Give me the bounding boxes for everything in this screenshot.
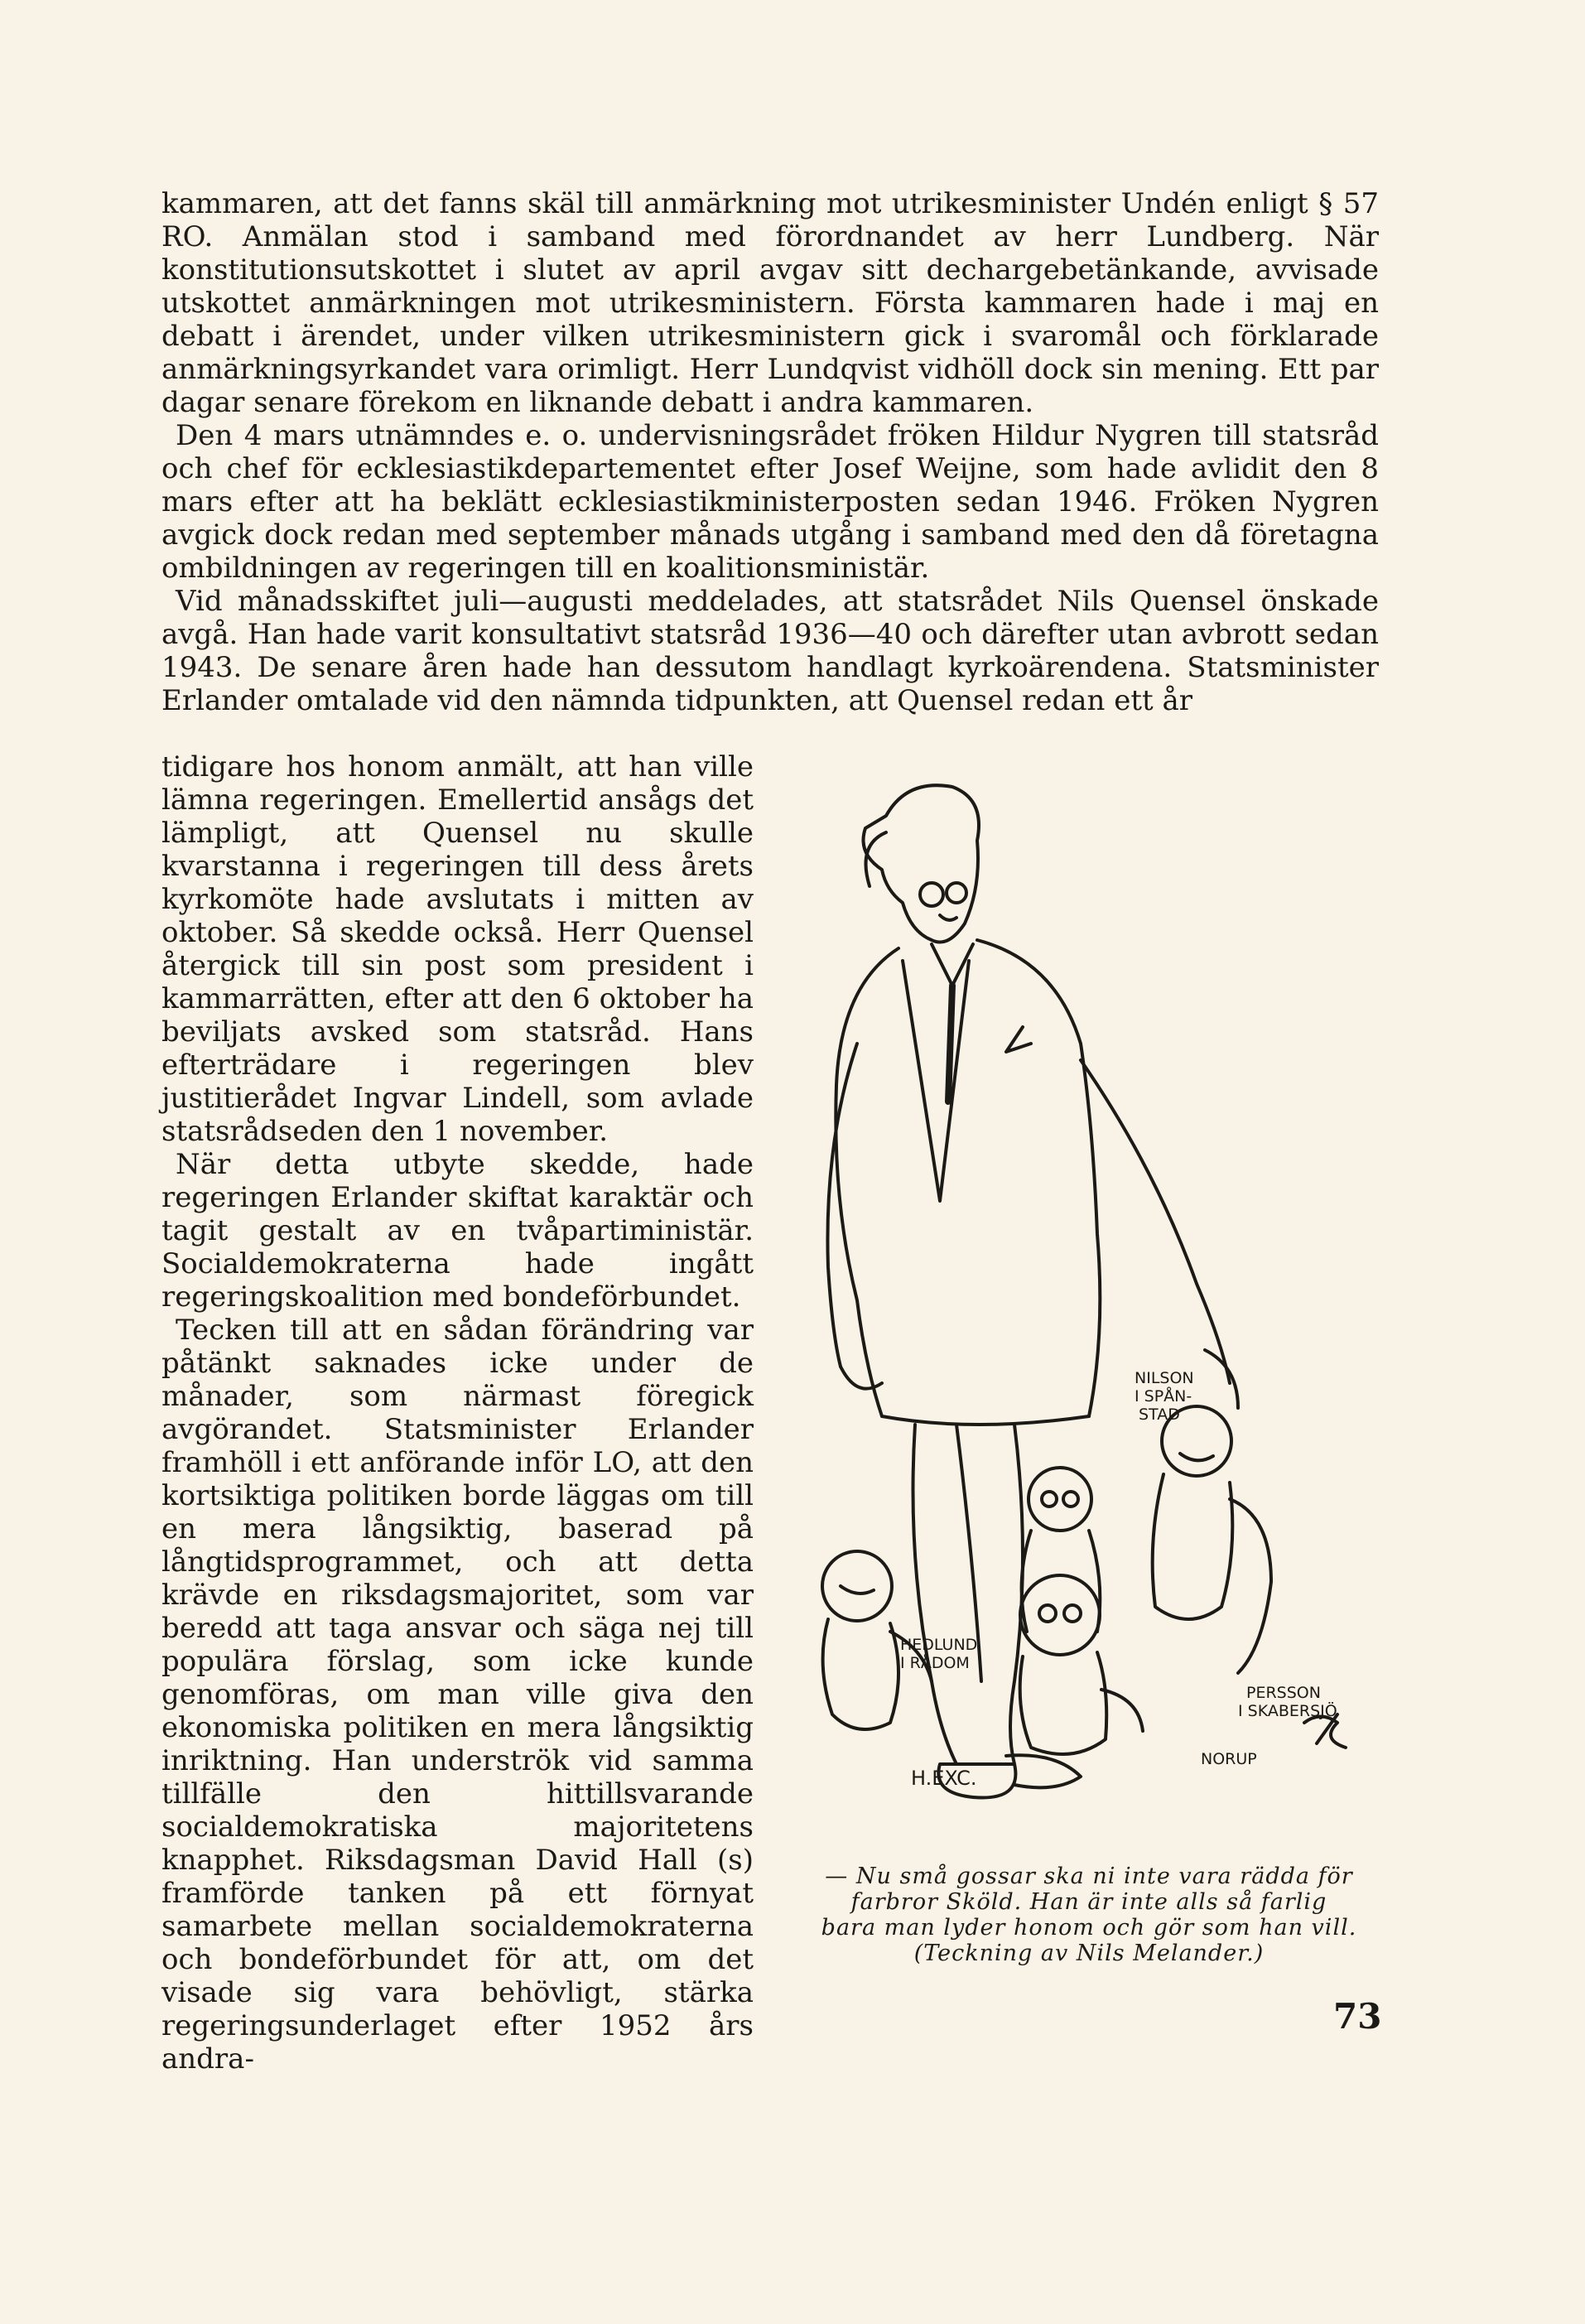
label-hexc: H.EXC. xyxy=(911,1767,977,1790)
caption-line: — Nu små gossar ska ni inte vara rädda för xyxy=(825,1864,1353,1889)
paragraph: Vid månadsskiftet juli—augusti meddelades, att statsrådet Nils Quensel önskade avgå. Han hade varit konsultativt statsråd 1936—40 och därefter utan avbrott sedan 1943. De senare åren hade han dessutom handlagt kyrkoärendena. Statsminister Erlander omtalade vid den nämnda tidpunkten, att Quensel redan ett år xyxy=(161,585,1379,717)
figure-caption xyxy=(783,1864,1395,1966)
label-hedlund-1: HEDLUND xyxy=(900,1636,978,1654)
label-norup: NORUP xyxy=(1201,1750,1257,1768)
page-number: 73 xyxy=(1333,1996,1382,2037)
caption-line: (Teckning av Nils Melander.) xyxy=(913,1941,1265,1966)
paragraph: När detta utbyte skedde, hade regeringen Erlander skiftat karaktär och tagit gestalt av en tvåpartiministär. Socialdemokraterna hade ingått regeringskoalition med bondeförbundet. xyxy=(161,1148,754,1314)
narrow-column-text xyxy=(161,750,754,2076)
label-persson-2: I SKABERSJÖ xyxy=(1238,1702,1337,1720)
caption-line: bara man lyder honom och gör som han vill. xyxy=(821,1915,1357,1941)
label-hedlund-2: I RÅDOM xyxy=(900,1654,970,1672)
paragraph: tidigare hos honom anmält, att han ville lämna regeringen. Emellertid ansågs det lämpligt, att Quensel nu skulle kvarstanna i regeringen till dess årets kyrkomöte hade avslutats i mitten av oktober. Så skedde också. Herr Quensel återgick till sin post som president i kammarrätten, efter att den 6 oktober ha beviljats avsked som statsråd. Hans efterträdare i regeringen blev justitierådet Ingvar Lindell, som avlade statsrådseden den 1 november. xyxy=(161,750,754,1148)
caption-line: farbror Sköld. Han är inte alls så farlig xyxy=(850,1889,1327,1915)
label-nilson-2: I SPÅN- xyxy=(1135,1387,1192,1405)
paragraph: Den 4 mars utnämndes e. o. undervisningsrådet fröken Hildur Nygren till statsråd och chef för ecklesiastikdepartementet efter Josef Weijne, som hade avlidit den 8 mars efter att ha beklätt ecklesiastikministerposten sedan 1946. Fröken Nygren avgick dock redan med september månads utgång i samband med den då företagna ombildningen av regeringen till en koalitionsministär. xyxy=(161,419,1379,585)
label-nilson-3: STAD xyxy=(1139,1405,1180,1424)
political-cartoon xyxy=(807,770,1379,1818)
paragraph: Tecken till att en sådan förändring var påtänkt saknades icke under de månader, som närmast föregick avgörandet. Statsminister Erlander framhöll i ett anförande inför LO, att den kortsiktiga politiken borde läggas om till en mera långsiktig, baserad på långtidsprogrammet, och att detta krävde en riksdagsmajoritet, som var beredd att taga ansvar och säga nej till populära förslag, som icke kunde genomföras, om man ville giva den ekonomiska politiken en mera långsiktig inriktning. Han underströk vid samma tillfälle den hittillsvarande socialdemokratiska majoritetens knapphet. Riksdagsman David Hall (s) framförde tanken på ett förnyat samarbete mellan socialdemokraterna och bondeförbundet för att, om det visade sig vara behövligt, stärka regeringsunderlaget efter 1952 års andra- xyxy=(161,1314,754,2076)
paragraph: kammaren, att det fanns skäl till anmärkning mot utrikesminister Undén enligt § 57 RO. Anmälan stod i samband med förordnandet av herr Lundberg. När konstitutionsutskottet i slutet av april avgav sitt dechargebetänkande, avvisade utskottet anmärkningen mot utrikesministern. Första kammaren hade i maj en debatt i ärendet, under vilken utrikesministern gick i svaromål och förklarade anmärkningsyrkandet vara orimligt. Herr Lundqvist vidhöll dock sin mening. Ett par dagar senare förekom en liknande debatt i andra kammaren. xyxy=(161,187,1379,419)
label-persson-1: PERSSON xyxy=(1246,1684,1321,1702)
full-width-text xyxy=(161,187,1379,717)
label-nilson-1: NILSON xyxy=(1135,1369,1194,1387)
